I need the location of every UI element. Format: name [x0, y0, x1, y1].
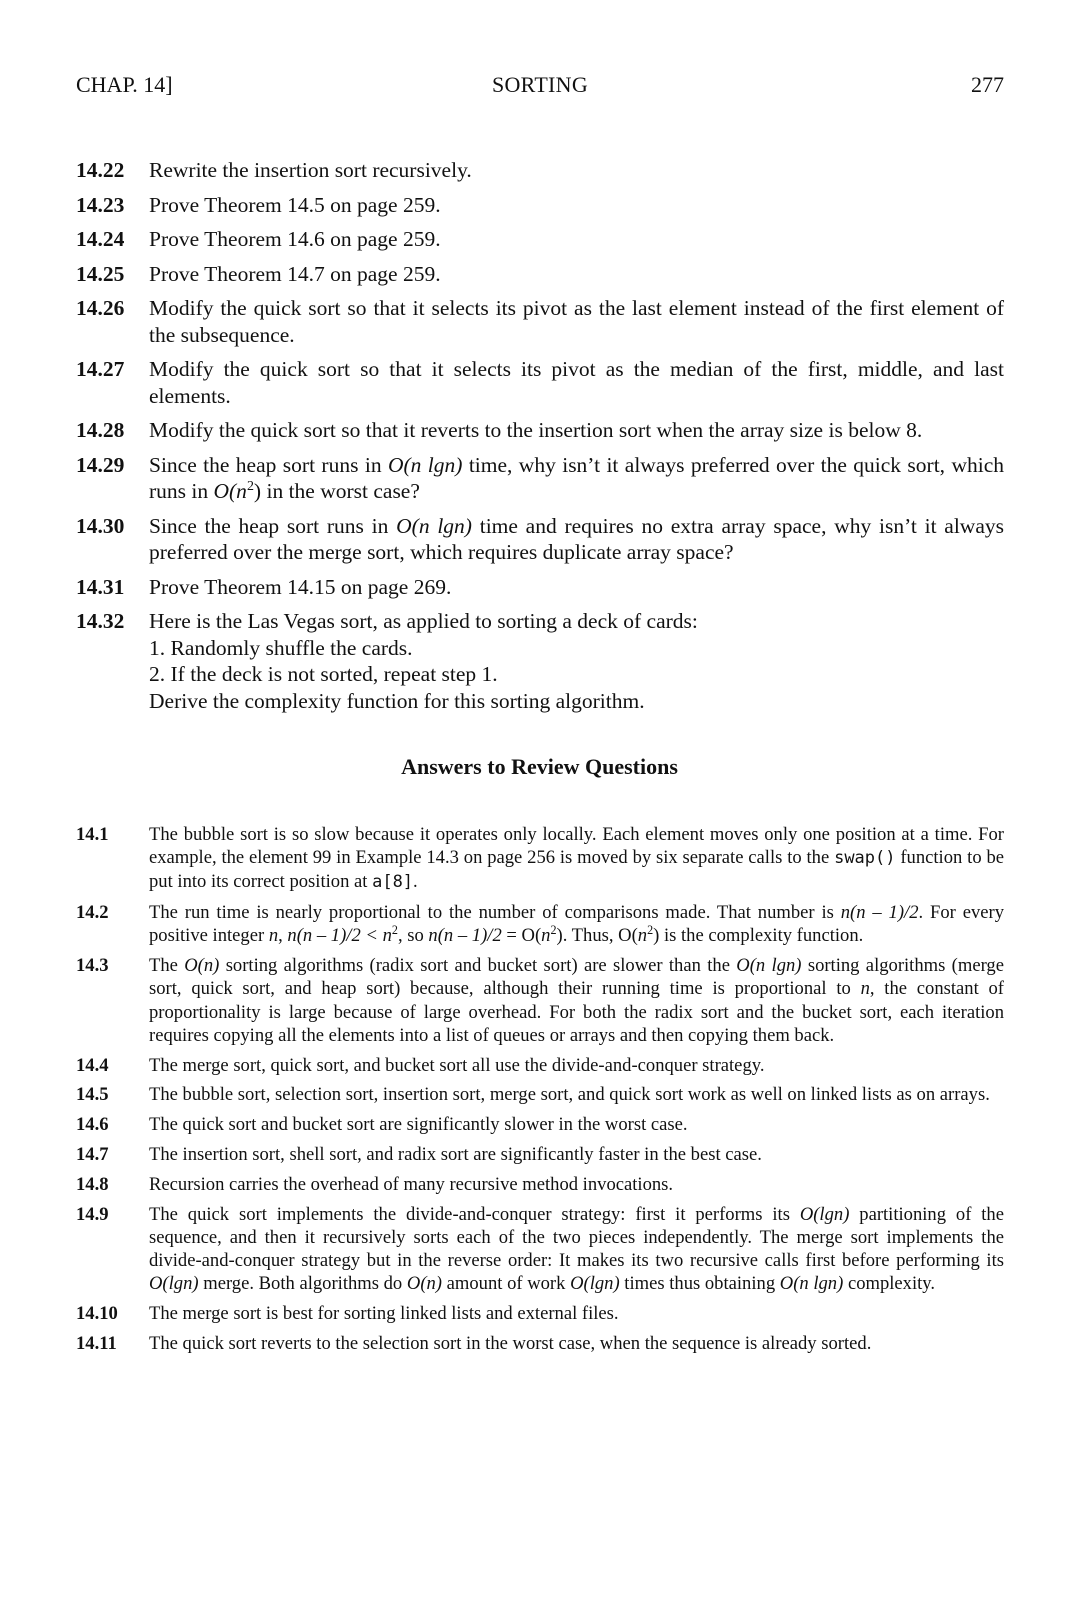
exercise-text: Prove Theorem 14.7 on page 259. [149, 261, 441, 286]
answer-number: 14.5 [76, 1084, 109, 1106]
answer-text: The insertion sort, shell sort, and radix sort are significantly faster in the best case. [149, 1144, 762, 1165]
section-heading: Answers to Review Questions [401, 754, 678, 779]
answer-number: 14.1 [76, 824, 109, 845]
exercise-item [76, 226, 1004, 253]
page-number: 277 [971, 72, 1004, 97]
exercise-text: Modify the quick sort so that it selects its pivot as the last element instead of the first element of the subsequence. [149, 296, 1004, 347]
exercise-item [76, 261, 1004, 288]
exercise-number: 14.26 [76, 296, 125, 320]
running-header [76, 72, 1004, 100]
exercise-item [76, 157, 1004, 184]
answer-item [76, 1203, 1004, 1296]
exercise-item [76, 574, 1004, 601]
answer-number: 14.9 [76, 1203, 109, 1225]
answer-item [76, 1113, 1004, 1136]
answer-text: Recursion carries the overhead of many recursive method invocations. [149, 1173, 674, 1195]
exercise-item [76, 356, 1004, 409]
exercise-number: 14.31 [76, 574, 125, 599]
answer-item [76, 954, 1004, 1047]
exercise-item [76, 417, 1004, 444]
answer-number: 14.8 [76, 1173, 109, 1195]
answer-item [76, 1173, 1004, 1196]
answer-text: The merge sort is best for sorting linked lists and external files. [149, 1303, 619, 1324]
exercise-text [149, 608, 1004, 714]
exercise-line: Derive the complexity function for this sorting algorithm. [149, 688, 645, 713]
answer-item [76, 823, 1004, 895]
answer-item [76, 1083, 1004, 1106]
answer-text: The bubble sort, selection sort, insertion sort, merge sort, and quick sort work as well on linked lists as on arrays. [149, 1084, 990, 1106]
exercise-number: 14.24 [76, 227, 125, 251]
answer-text: The O(n) sorting algorithms (radix sort and bucket sort) are slower than the O(n lgn) sorting algorithms (merge sort, quick sort, and heap sort) because, although their running time is proportional to n, the constant of proportionality is large because of large overhead. For both the radix sort and the bucket sort, each iteration requires copying all the elements into a list of queues or arrays and then copying them back. [149, 955, 1004, 1046]
chapter-label: CHAP. 14] [76, 72, 173, 97]
exercise-line: Here is the Las Vegas sort, as applied to sorting a deck of cards: [149, 609, 698, 633]
answer-number: 14.7 [76, 1144, 109, 1165]
exercise-text: Since the heap sort runs in O(n lgn) time, why isn’t it always preferred over the quick sort, which runs in $O(n^2)$ in the worst case? [149, 452, 1004, 503]
exercise-item [76, 452, 1004, 505]
exercise-text: Modify the quick sort so that it selects its pivot as the median of the first, middle, and last elements. [149, 357, 1004, 408]
exercise-text: Prove Theorem 14.15 on page 269. [149, 574, 452, 599]
exercise-item [76, 192, 1004, 219]
exercise-line: 1. Randomly shuffle the cards. [149, 635, 413, 660]
exercise-item [76, 295, 1004, 348]
exercise-number: 14.32 [76, 609, 125, 633]
answer-text: The quick sort and bucket sort are significantly slower in the worst case. [149, 1114, 688, 1136]
exercise-list [76, 157, 1004, 722]
answer-text: The quick sort implements the divide-and-conquer strategy: first it performs its O(lgn) partitioning of the sequence, and then it recursively sorts each of the two pieces independently. The merge sort implements the divide-and-conquer strategy but in the reverse order: It makes its two recursive calls first before performing its O(lgn) merge. Both algorithms do O(n) amount of work O(lgn) times thus obtaining O(n lgn) complexity. [149, 1203, 1004, 1295]
exercise-item [76, 513, 1004, 566]
answer-number: 14.3 [76, 955, 109, 977]
answer-number: 14.6 [76, 1114, 109, 1136]
answer-item [76, 1054, 1004, 1077]
answer-item [76, 1302, 1004, 1325]
exercise-number: 14.28 [76, 418, 125, 442]
answer-number: 14.10 [76, 1303, 118, 1324]
answer-item [76, 901, 1004, 947]
exercise-number: 14.22 [76, 158, 125, 182]
exercise-line: 2. If the deck is not sorted, repeat step 1. [149, 662, 498, 686]
answer-item [76, 1143, 1004, 1166]
answer-number: 14.2 [76, 902, 109, 924]
exercise-text: Prove Theorem 14.6 on page 259. [149, 227, 441, 251]
page-title: SORTING [491, 72, 589, 97]
exercise-text: Since the heap sort runs in O(n lgn) time and requires no extra array space, why isn’t it always preferred over the merge sort, which requires duplicate array space? [149, 513, 1004, 564]
exercise-number: 14.29 [76, 452, 125, 477]
answer-text: The merge sort, quick sort, and bucket sort all use the divide-and-conquer strategy. [149, 1054, 765, 1076]
exercise-number: 14.27 [76, 357, 125, 381]
answer-number: 14.11 [76, 1332, 117, 1354]
answer-list [76, 823, 1004, 1362]
answer-text: The bubble sort is so slow because it operates only locally. Each element moves only one position at a time. For example, the element 99 in Example 14.3 on page 256 is moved by six separate calls to the swap() function to be put into its correct position at a[8]. [149, 824, 1005, 893]
exercise-number: 14.25 [76, 261, 125, 286]
exercise-number: 14.30 [76, 513, 125, 538]
answer-text: The run time is nearly proportional to the number of comparisons made. That number is n(n – 1)/2. For every positive integer n, $n(n - 1)/2 < n^2$, so $n(n - 1)/2 = O(n^2)$. Thus, $O(n^2)$ is the complexity function. [149, 902, 1004, 947]
answer-text: The quick sort reverts to the selection sort in the worst case, when the sequence is already sorted. [149, 1332, 872, 1354]
exercise-item [76, 608, 1004, 714]
exercise-text: Modify the quick sort so that it reverts to the insertion sort when the array size is below 8. [149, 418, 923, 442]
exercise-text: Prove Theorem 14.5 on page 259. [149, 192, 441, 217]
exercise-number: 14.23 [76, 192, 125, 217]
answer-number: 14.4 [76, 1054, 109, 1076]
exercise-text: Rewrite the insertion sort recursively. [149, 158, 472, 182]
answer-item [76, 1332, 1004, 1355]
